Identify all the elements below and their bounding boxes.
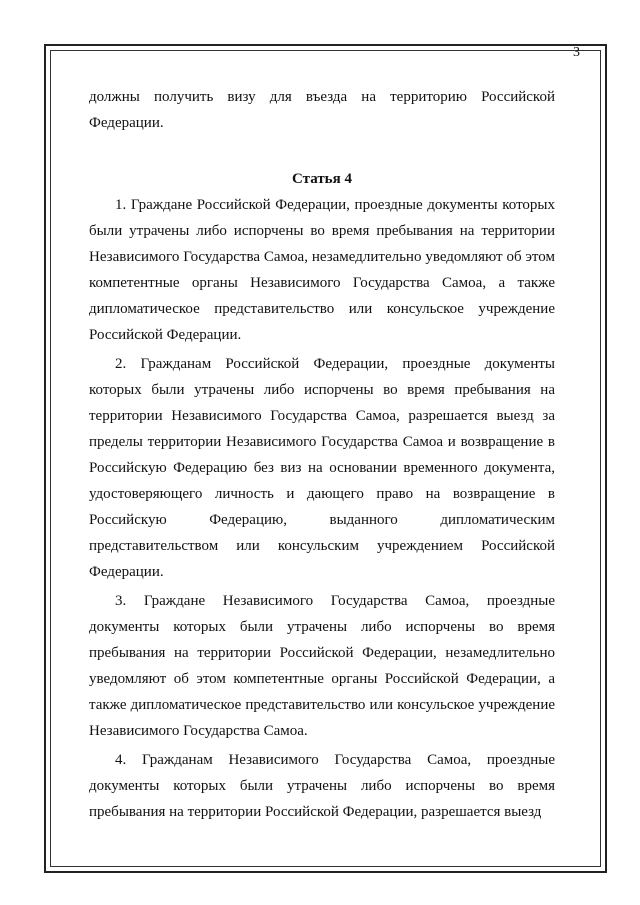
paragraph-1: 1. Граждане Российской Федерации, проездные документы которых были утрачены либо испорчены во время пребывания на территории Независимого Государства Самоа, незамедлительно уведомляют об этом компетентные органы Независимого Государства Самоа, а также дипломатическое представительство или консульское учреждение Российской Федерации. bbox=[89, 197, 555, 343]
paragraph-3: 3. Граждане Независимого Государства Самоа, проездные документы которых были утрачены либо испорчены во время пребывания на территории Российской Федерации, незамедлительно уведомляют об этом компетентные органы Российской Федерации, а также дипломатическое представительство или консульское учреждение Независимого Государства Самоа. bbox=[89, 593, 555, 739]
page-number: 3 bbox=[573, 45, 580, 60]
paragraph-2: 2. Гражданам Российской Федерации, проездные документы которых были утрачены либо испорчены во время пребывания на территории Независимого Государства Самоа, разрешается выезд за пределы территории Независимого Государства Самоа и возвращение в Российскую Федерацию без виз на основании временного документа, удостоверяющего личность и дающего право на возвращение в Российскую Федерацию, выданного дипломатическим представительством или консульским учреждением Российской Федерации. bbox=[89, 356, 555, 580]
lead-paragraph: должны получить визу для въезда на территорию Российской Федерации. bbox=[89, 89, 555, 131]
article-heading: Статья 4 bbox=[292, 171, 352, 187]
paragraph-4: 4. Гражданам Независимого Государства Самоа, проездные документы которых были утрачены либо испорчены во время пребывания на территории Российской Федерации, разрешается выезд bbox=[89, 752, 555, 820]
document-body bbox=[89, 84, 555, 825]
